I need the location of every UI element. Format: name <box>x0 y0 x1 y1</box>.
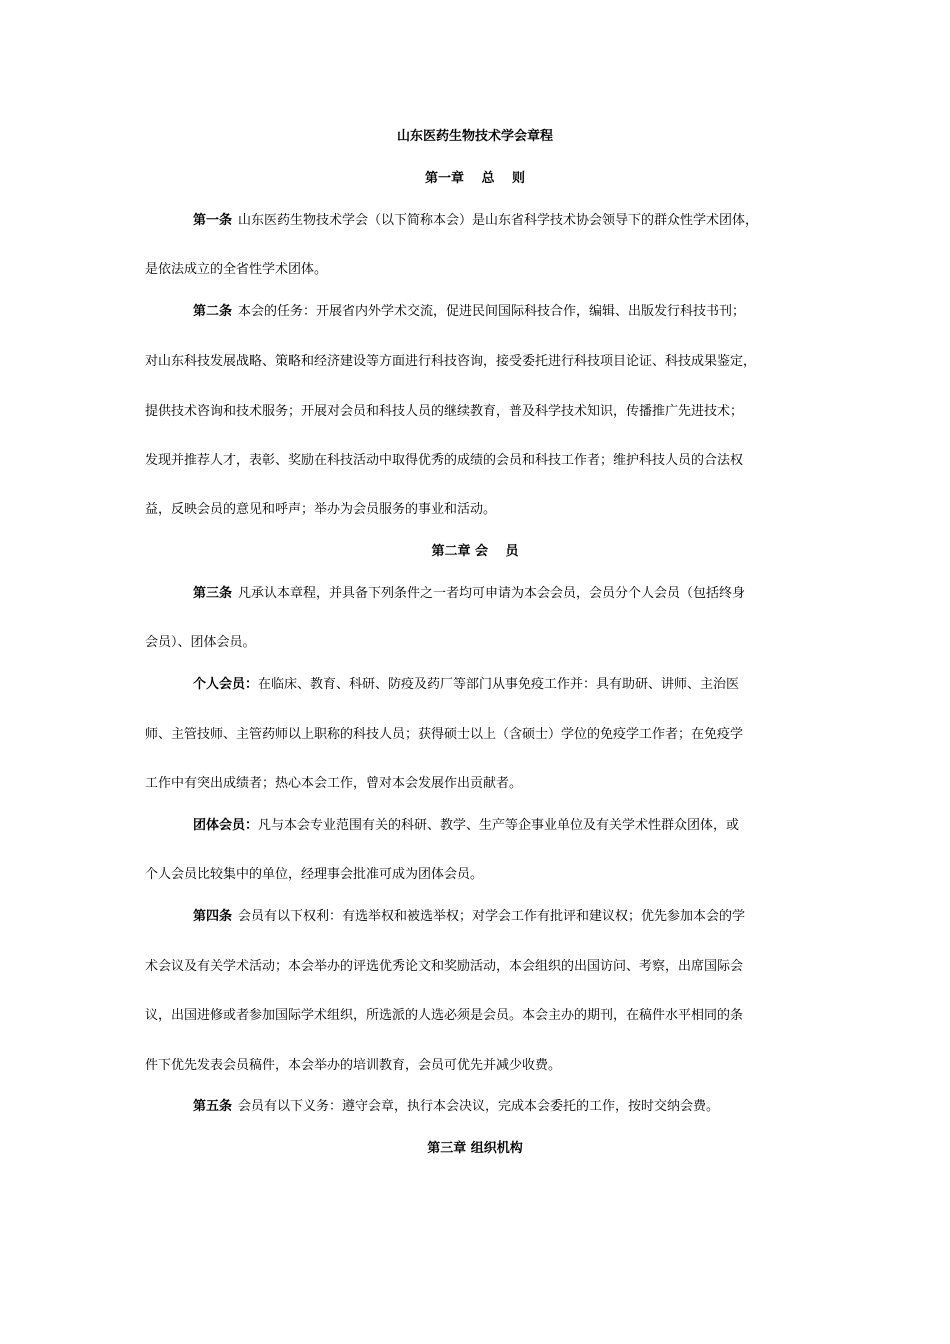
article-2-line-5: 益，反映会员的意见和呼声；举办为会员服务的事业和活动。 <box>145 502 497 517</box>
article-4-line-1 <box>193 908 745 926</box>
article-2-line-4: 发现并推荐人才，表彰、奖励在科技活动中取得优秀的成绩的会员和科技工作者；维护科技人员的合法权 <box>145 453 744 468</box>
article-5-line-1 <box>193 1098 719 1116</box>
chapter-2-heading: 第二章 会 员 <box>431 544 519 559</box>
individual-member-line-2: 师、主管技师、主管药师以上职称的科技人员；获得硕士以上（含硕士）学位的免疫学工作者；在免疫学 <box>145 727 744 742</box>
individual-member-line-3: 工作中有突出成绩者；热心本会工作，曾对本会发展作出贡献者。 <box>145 776 523 791</box>
clause-text: 在临床、教育、科研、防疫及药厂等部门从事免疫工作并：具有助研、讲师、主治医 <box>258 677 740 692</box>
clause-label: 个人会员： <box>193 677 259 692</box>
article-1-line-2: 是依法成立的全省性学术团体。 <box>145 262 328 277</box>
group-member-line-2: 个人会员比较集中的单位，经理事会批准可成为团体会员。 <box>145 867 484 882</box>
article-text: 凡承认本章程，并具备下列条件之一者均可申请为本会会员，会员分个人会员（包括终身 <box>238 586 746 601</box>
article-1-line-1 <box>193 212 758 230</box>
individual-member-line-1 <box>193 676 739 694</box>
article-text: 会员有以下义务：遵守会章，执行本会决议，完成本会委托的工作，按时交纳会费。 <box>238 1099 720 1114</box>
article-3-line-1 <box>193 585 745 603</box>
clause-text: 凡与本会专业范围有关的科研、教学、生产等企事业单位及有关学术性群众团体，或 <box>258 818 740 833</box>
article-4-line-2: 术会议及有关学术活动；本会举办的评选优秀论文和奖励活动，本会组织的出国访问、考察，出席国际会 <box>145 959 744 974</box>
article-label: 第四条 <box>193 909 233 924</box>
group-member-line-1 <box>193 817 739 835</box>
article-text: 会员有以下权利：有选举权和被选举权；对学会工作有批评和建议权；优先参加本会的学 <box>238 909 746 924</box>
article-text: 本会的任务：开展省内外学术交流，促进民间国际科技合作，编辑、出版发行科技书刊； <box>238 304 746 319</box>
article-4-line-3: 议，出国进修或者参加国际学术组织，所选派的人选必须是会员。本会主办的期刊，在稿件水平相同的条 <box>145 1008 744 1023</box>
document-title: 山东医药生物技术学会章程 <box>396 129 553 144</box>
article-label: 第五条 <box>193 1099 233 1114</box>
article-label: 第三条 <box>193 586 233 601</box>
article-label: 第一条 <box>193 213 233 228</box>
chapter-1-heading: 第一章 总 则 <box>424 171 526 186</box>
article-2-line-1 <box>193 303 745 321</box>
chapter-3-heading: 第三章 组织机构 <box>427 1141 523 1156</box>
article-2-line-2: 对山东科技发展战略、策略和经济建设等方面进行科技咨询，接受委托进行科技项目论证、科技成果鉴定， <box>145 354 757 369</box>
article-text: 山东医药生物技术学会（以下简称本会）是山东省科学技术协会领导下的群众性学术团体， <box>238 213 759 228</box>
clause-label: 团体会员： <box>193 818 259 833</box>
article-3-line-2: 会员）、团体会员。 <box>145 635 256 650</box>
article-4-line-4: 件下优先发表会员稿件，本会举办的培训教育，会员可优先并减少收费。 <box>145 1058 562 1073</box>
article-2-line-3: 提供技术咨询和技术服务；开展对会员和科技人员的继续教育，普及科学技术知识，传播推广先进技术； <box>145 404 744 419</box>
article-label: 第二条 <box>193 304 233 319</box>
